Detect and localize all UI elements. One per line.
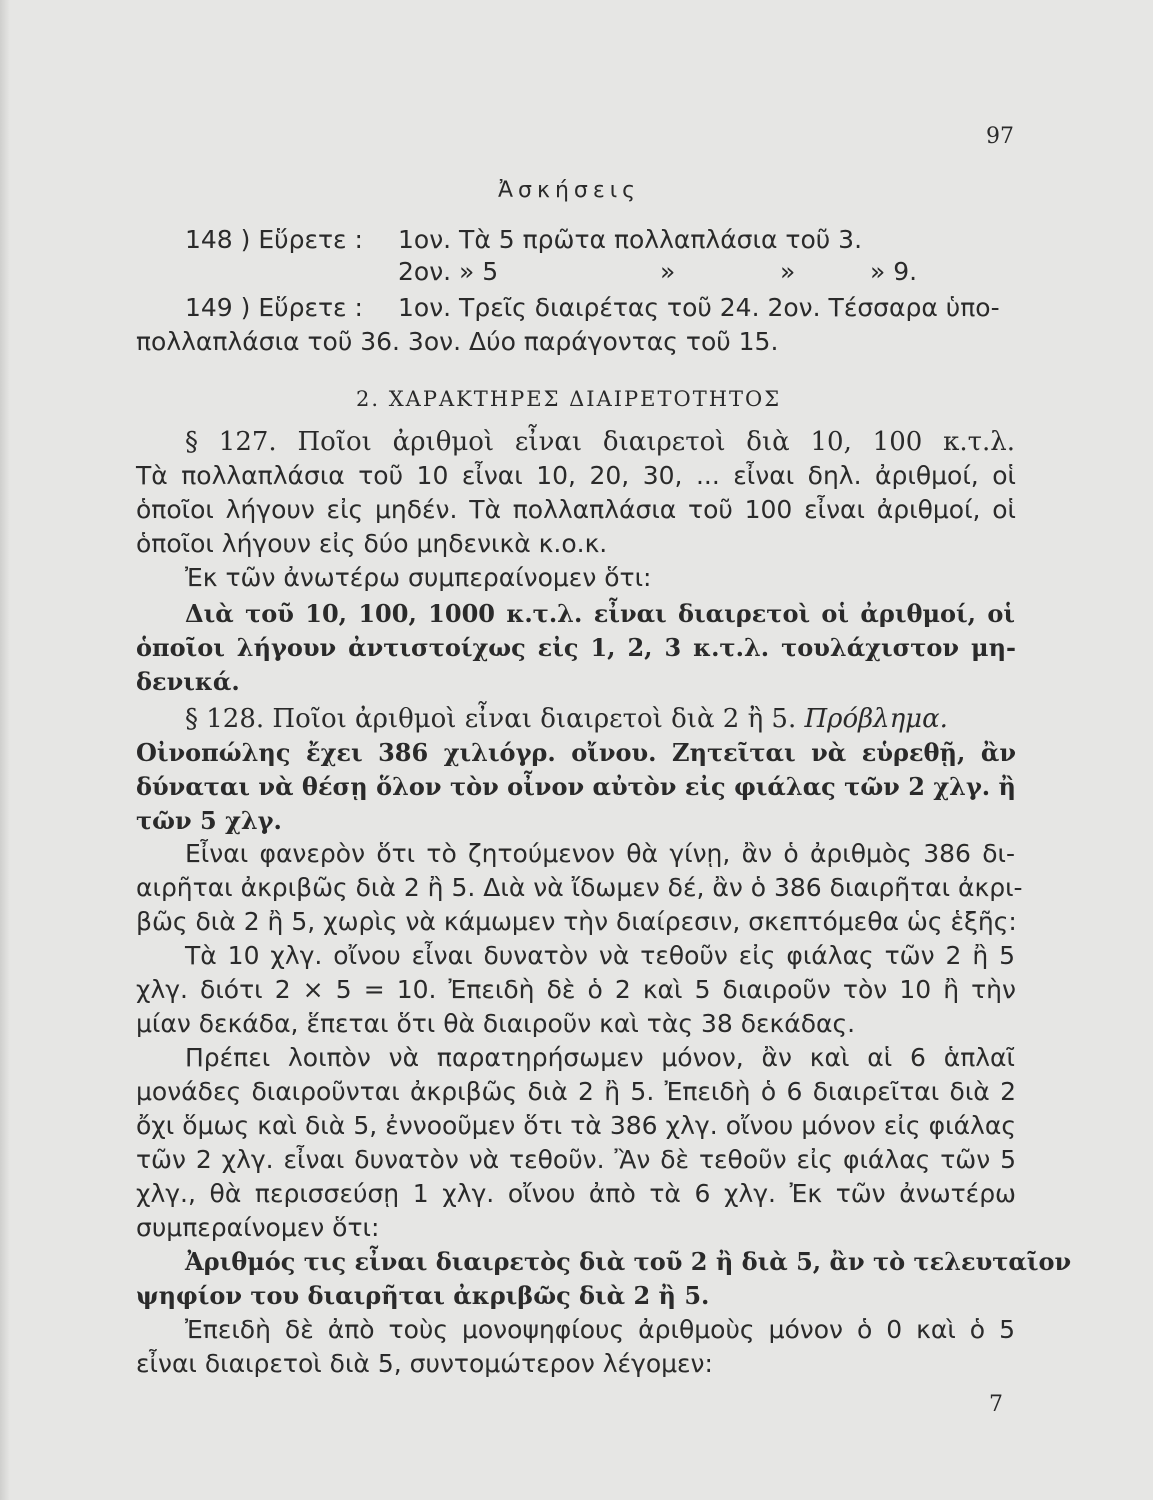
s128-problem-line: Οἰνοπώλης ἔχει 386 χιλιόγρ. οἴνου. Ζητεῖται νὰ εὑρεθῇ, ἂν	[136, 738, 1016, 767]
s127-rule-line: ὁποῖοι λήγουν ἀντιστοίχως εἰς 1, 2, 3 κ.τ.λ. τουλάχιστον μη-	[136, 633, 1016, 662]
exercise-148-line2-d: » 9.	[870, 257, 918, 286]
s127-paragraph-line: Τὰ πολλαπλάσια τοῦ 10 εἶναι 10, 20, 30, ... εἶναι δηλ. ἀριθμοί, οἱ	[136, 461, 1016, 490]
s128-paragraph-line: μίαν δεκάδα, ἕπεται ὅτι θὰ διαιροῦν καὶ τὰς 38 δεκάδας.	[136, 1009, 856, 1038]
s128-heading-problem: Πρόβλημα.	[804, 704, 948, 734]
page-edge-shadow	[0, 0, 10, 1500]
exercise-148-line2-c: »	[780, 257, 796, 286]
s128-rule-line: Ἀριθμός τις εἶναι διαιρετὸς διὰ τοῦ 2 ἢ διὰ 5, ἂν τὸ τελευταῖον	[185, 1247, 1072, 1276]
exercise-149-line2: πολλαπλάσια τοῦ 36. 3ον. Δύο παράγοντας τοῦ 15.	[136, 327, 779, 356]
s128-paragraph-line: βῶς διὰ 2 ἢ 5, χωρὶς νὰ κάμωμεν τὴν διαίρεσιν, σκεπτόμεθα ὡς ἑξῆς:	[136, 907, 1017, 936]
s128-paragraph-line: χλγ., θὰ περισσεύσῃ 1 χλγ. οἴνου ἀπὸ τὰ 6 χλγ. Ἐκ τῶν ἀνωτέρω	[136, 1179, 1016, 1208]
s128-paragraph-line: Ἐπειδὴ δὲ ἀπὸ τοὺς μονοψηφίους ἀριθμοὺς μόνον ὁ 0 καὶ ὁ 5	[185, 1315, 1015, 1344]
exercise-148-line1: 1ον. Τὰ 5 πρῶτα πολλαπλάσια τοῦ 3.	[398, 225, 863, 254]
s128-paragraph-line: Εἶναι φανερὸν ὅτι τὸ ζητούμενον θὰ γίνῃ, ἂν ὁ ἀριθμὸς 386 δι-	[185, 839, 1015, 868]
s128-heading	[185, 703, 948, 735]
exercise-149-line1: 1ον. Τρεῖς διαιρέτας τοῦ 24. 2ον. Τέσσαρα ὑπο-	[398, 293, 1000, 322]
s128-paragraph-line: Τὰ 10 χλγ. οἴνου εἶναι δυνατὸν νὰ τεθοῦν εἰς φιάλας τῶν 2 ἢ 5	[185, 941, 1015, 970]
footer-signature-number: 7	[989, 1392, 1003, 1417]
s128-heading-main: § 128. Ποῖοι ἀριθμοὶ εἶναι διαιρετοὶ διὰ 2 ἢ 5.	[185, 704, 797, 734]
s127-conclusion-intro: Ἐκ τῶν ἀνωτέρω συμπεραίνομεν ὅτι:	[185, 563, 652, 592]
s127-heading: § 127. Ποῖοι ἀριθμοὶ εἶναι διαιρετοὶ διὰ 10, 100 κ.τ.λ.	[185, 427, 1015, 457]
s127-rule-line: δενικά.	[136, 667, 240, 696]
s127-paragraph-line: ὁποῖοι λήγουν εἰς δύο μηδενικὰ κ.ο.κ.	[136, 529, 608, 558]
s128-paragraph-line: αιρῆται ἀκριβῶς διὰ 2 ἢ 5. Διὰ νὰ ἴδωμεν δέ, ἂν ὁ 386 διαιρῆται ἀκρι-	[136, 873, 1023, 902]
s128-paragraph-line: συμπεραίνομεν ὅτι:	[136, 1213, 380, 1242]
s128-paragraph-line: εἶναι διαιρετοὶ διὰ 5, συντομώτερον λέγομεν:	[136, 1349, 713, 1378]
s128-paragraph-line: τῶν 2 χλγ. εἶναι δυνατὸν νὰ τεθοῦν. Ἂν δὲ τεθοῦν εἰς φιάλας τῶν 5	[136, 1145, 1016, 1174]
exercise-148-label: 148 ) Εὕρετε :	[185, 225, 363, 254]
s128-paragraph-line: ὄχι ὅμως καὶ διὰ 5, ἐννοοῦμεν ὅτι τὰ 386 χλγ. οἴνου μόνον εἰς φιάλας	[136, 1111, 1016, 1140]
s128-paragraph-line: χλγ. διότι 2 × 5 = 10. Ἐπειδὴ δὲ ὁ 2 καὶ 5 διαιροῦν τὸν 10 ἢ τὴν	[136, 975, 1016, 1004]
page-number: 97	[986, 124, 1014, 149]
exercise-148-line2-a: 2ον. » 5	[398, 257, 499, 286]
s128-rule-line: ψηφίον του διαιρῆται ἀκριβῶς διὰ 2 ἢ 5.	[136, 1281, 710, 1310]
section-heading: 2. ΧΑΡΑΚΤΗΡΕΣ ΔΙΑΙΡΕΤΟΤΗΤΟΣ	[356, 387, 782, 411]
s127-paragraph-line: ὁποῖοι λήγουν εἰς μηδέν. Τὰ πολλαπλάσια τοῦ 100 εἶναι ἀριθμοί, οἱ	[136, 495, 1016, 524]
s128-problem-line: δύναται νὰ θέσῃ ὅλον τὸν οἶνον αὐτὸν εἰς φιάλας τῶν 2 χλγ. ἢ	[136, 772, 1016, 801]
exercise-148-line2-b: »	[660, 257, 676, 286]
exercises-title: Ἀσκήσεις	[498, 178, 641, 203]
exercise-149-label: 149 ) Εὕρετε :	[185, 293, 363, 322]
s128-problem-line: τῶν 5 χλγ.	[136, 806, 282, 835]
s127-rule-line: Διὰ τοῦ 10, 100, 1000 κ.τ.λ. εἶναι διαιρετοὶ οἱ ἀριθμοί, οἱ	[185, 599, 1015, 628]
s128-paragraph-line: Πρέπει λοιπὸν νὰ παρατηρήσωμεν μόνον, ἂν καὶ αἱ 6 ἁπλαῖ	[185, 1043, 1015, 1072]
s128-paragraph-line: μονάδες διαιροῦνται ἀκριβῶς διὰ 2 ἢ 5. Ἐπειδὴ ὁ 6 διαιρεῖται διὰ 2	[136, 1077, 1016, 1106]
